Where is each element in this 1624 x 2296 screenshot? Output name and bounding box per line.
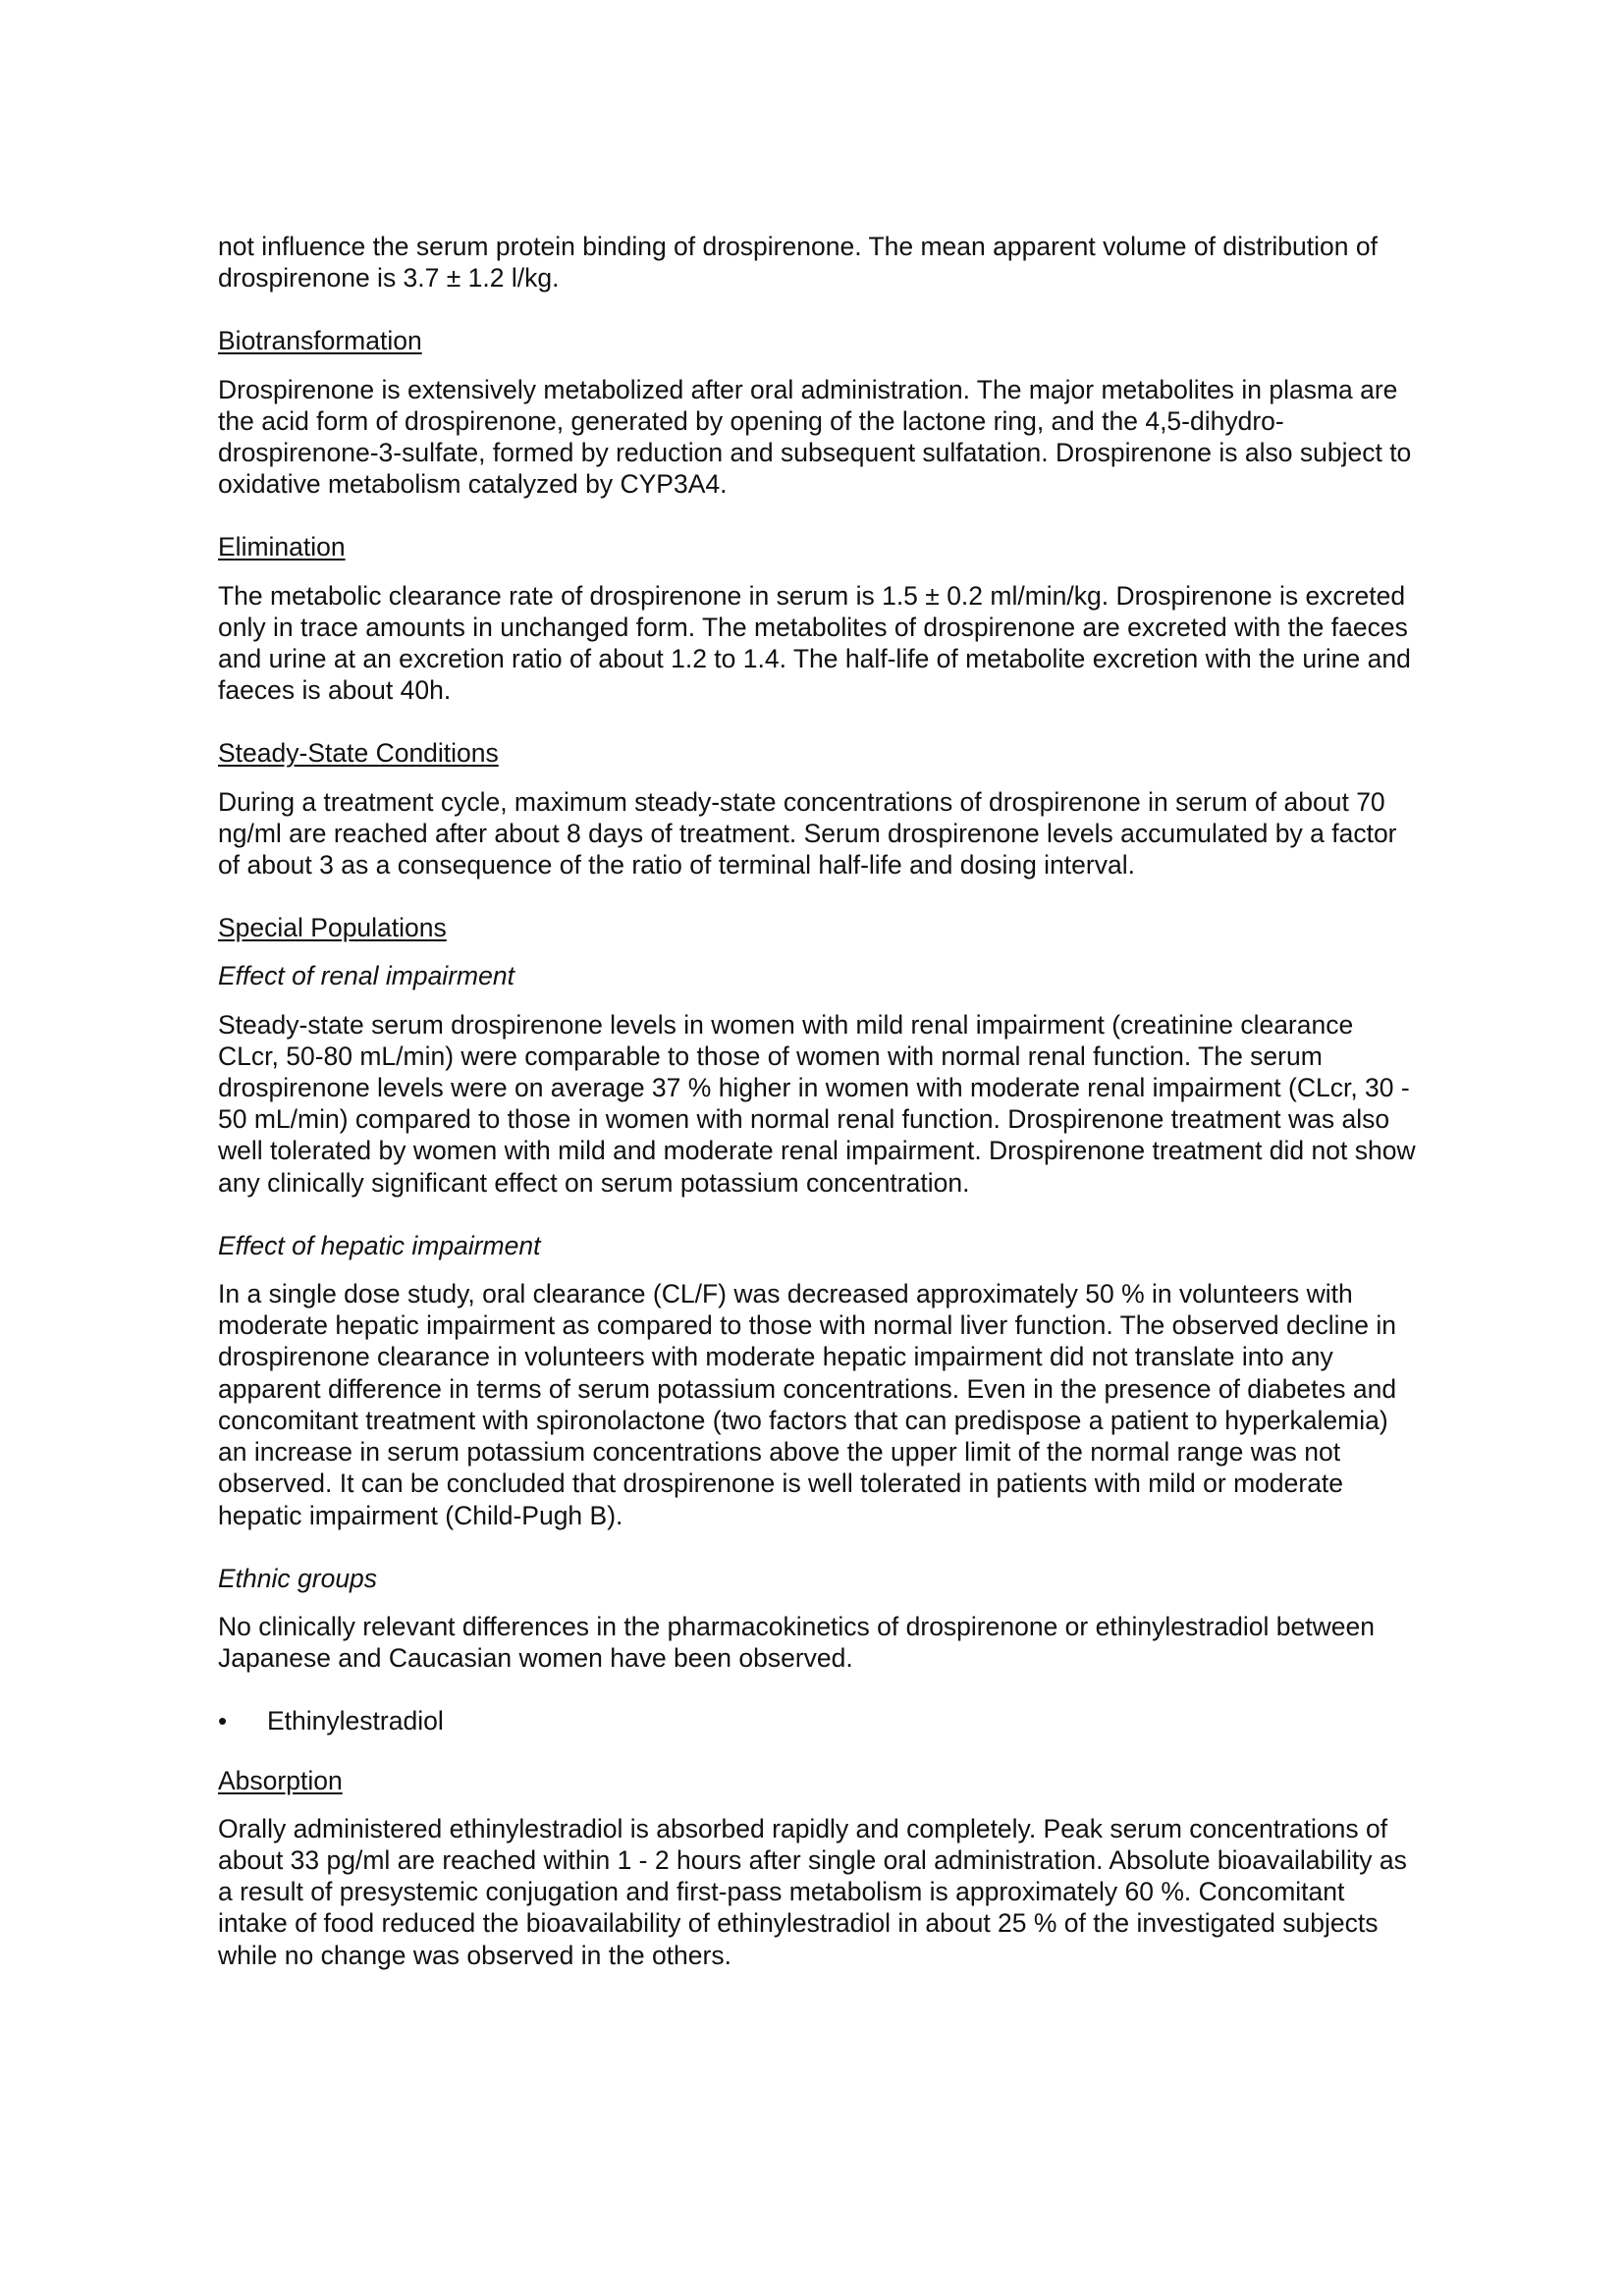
heading-special-populations: Special Populations <box>218 913 447 943</box>
paragraph-steady-state: During a treatment cycle, maximum steady-state concentrations of drospirenone in serum of about 70 ng/ml are reached after about 8 days of treatment. Serum drospirenone levels accumulated by a factor of about 3 as a consequence of the ratio of terminal half-life and dosing interval. <box>218 786 1397 881</box>
paragraph-distribution: not influence the serum protein binding of drospirenone. The mean apparent volume of distribution of drospirenone is 3.7 ± 1.2 l/kg. <box>218 232 1378 294</box>
paragraph-hepatic-impairment: In a single dose study, oral clearance (CL/F) was decreased approximately 50 % in volunteers with moderate hepatic impairment as compared to those with normal liver function. The observed decline in drospirenone clearance in volunteers with moderate hepatic impairment did not translate into any apparent difference in terms of serum potassium concentrations. Even in the presence of diabetes and concomitant treatment with spironolactone (two factors that can predispose a patient to hyperkalemia) an increase in serum potassium concentrations above the upper limit of the normal range was not observed. It can be concluded that drospirenone is well tolerated in patients with mild or moderate hepatic impairment (Child-Pugh B). <box>218 1279 1397 1530</box>
document-page <box>218 231 1421 2002</box>
subheading-renal-impairment: Effect of renal impairment <box>218 961 514 991</box>
paragraph-elimination: The metabolic clearance rate of drospirenone in serum is 1.5 ± 0.2 ml/min/kg. Drospirenone is excreted only in trace amounts in unchanged form. The metabolites of drospirenone are excreted with the faeces and urine at an excretion ratio of about 1.2 to 1.4. The half-life of metabolite excretion with the urine and faeces is about 40h. <box>218 580 1411 706</box>
paragraph-renal-impairment: Steady-state serum drospirenone levels in women with mild renal impairment (creatinine clearance CLcr, 50-80 mL/min) were comparable to those of women with normal renal function. The serum drospirenone levels were on average 37 % higher in women with moderate renal impairment (CLcr, 30 - 50 mL/min) compared to those in women with normal renal function. Drospirenone treatment was also well tolerated by women with mild and moderate renal impairment. Drospirenone treatment did not show any clinically significant effect on serum potassium concentration. <box>218 1009 1416 1198</box>
bullet-icon: • <box>218 1706 228 1736</box>
bullet-item-ethinylestradiol <box>218 1705 1421 1736</box>
subheading-ethnic-groups: Ethnic groups <box>218 1563 378 1593</box>
subheading-hepatic-impairment: Effect of hepatic impairment <box>218 1230 541 1260</box>
heading-biotransformation: Biotransformation <box>218 326 422 356</box>
paragraph-absorption: Orally administered ethinylestradiol is absorbed rapidly and completely. Peak serum concentrations of about 33 pg/ml are reached within 1 - 2 hours after single oral administration. Absolute bioavailability as a result of presystemic conjugation and first-pass metabolism is approximately 60 %. Concomitant intake of food reduced the bioavailability of ethinylestradiol in about 25 % of the investigated subjects while no change was observed in the others. <box>218 1813 1407 1970</box>
bullet-item-label: Ethinylestradiol <box>267 1706 444 1736</box>
heading-absorption: Absorption <box>218 1765 343 1795</box>
heading-elimination: Elimination <box>218 532 346 562</box>
paragraph-ethnic-groups: No clinically relevant differences in the pharmacokinetics of drospirenone or ethinylestradiol between Japanese and Caucasian women have been observed. <box>218 1611 1375 1674</box>
paragraph-biotransformation: Drospirenone is extensively metabolized after oral administration. The major metabolites in plasma are the acid form of drospirenone, generated by opening of the lactone ring, and the 4,5-dihydro-drospirenone-3-sulfate, formed by reduction and subsequent sulfatation. Drospirenone is also subject to oxidative metabolism catalyzed by CYP3A4. <box>218 374 1412 500</box>
heading-steady-state-conditions: Steady-State Conditions <box>218 738 499 769</box>
